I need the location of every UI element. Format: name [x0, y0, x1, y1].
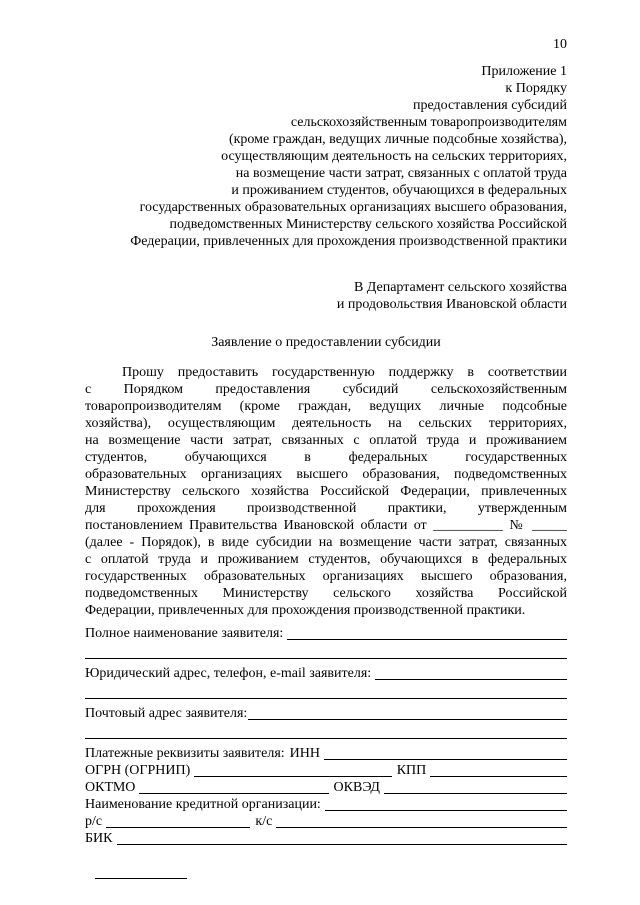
bik-label: БИК [85, 831, 113, 846]
appendix-line: Федерации, привлеченных для прохождения производственной практики [130, 234, 567, 249]
kpp-label: КПП [396, 763, 427, 778]
paragraph-line: с Порядком предоставления субсидий сельскохозяйственным [85, 382, 567, 397]
appendix-header [85, 63, 567, 250]
paragraph-line: (далее - Порядок), в виде субсидии на возмещение части затрат, связанных [85, 535, 567, 550]
appendix-line: на возмещение части затрат, связанных с оплатой труда [235, 166, 567, 181]
legal-address-row [85, 665, 567, 682]
paragraph-line: Министерству сельского хозяйства Российской Федерации, привлеченных [85, 484, 567, 499]
settlement-account-blank [106, 813, 250, 828]
appendix-line: сельскохозяйственным товаропроизводителям [290, 115, 567, 130]
full-name-blank [287, 625, 567, 640]
appendix-line: Приложение 1 [481, 64, 567, 79]
addressee-line: В Департамент сельского хозяйства [353, 280, 567, 295]
legal-address-continuation-row [85, 684, 567, 701]
full-name-continuation-row [85, 644, 567, 661]
addressee-block [85, 279, 567, 313]
appendix-line: осуществляющим деятельность на сельских территориях, [221, 149, 567, 164]
appendix-line: предоставления субсидий [412, 98, 567, 113]
inn-blank [324, 745, 567, 760]
legal-address-blank-continuation [85, 684, 567, 699]
credit-org-label: Наименование кредитной организации: [85, 797, 321, 812]
paragraph-line: с оплатой труда и проживанием студентов, обучающихся в федеральных [85, 552, 567, 567]
payment-details-row [85, 745, 567, 762]
okved-label: ОКВЭД [333, 780, 380, 795]
paragraph-line: для прохождения производственной практики, утвержденным [85, 501, 567, 516]
credit-org-blank [325, 796, 567, 811]
full-name-label: Полное наименование заявителя: [85, 626, 284, 641]
credit-org-row [85, 796, 567, 813]
footnote-separator [95, 878, 187, 879]
oktmo-label: ОКТМО [85, 780, 136, 795]
full-name-blank-continuation [85, 644, 567, 659]
paragraph-line: Прошу предоставить государственную поддержку в соответствии [122, 365, 567, 380]
appendix-line: подведомственных Министерству сельского хозяйства Российской [169, 217, 567, 232]
ogrn-kpp-row [85, 762, 567, 779]
inn-label: ИНН [289, 746, 321, 761]
ogrn-label: ОГРН (ОГРНИП) [85, 763, 191, 778]
correspondent-account-label: к/с [255, 814, 273, 829]
settlement-account-label: р/с [85, 814, 103, 829]
paragraph-line: хозяйства), осуществляющим деятельность на сельских территориях, [85, 416, 567, 431]
appendix-line: (кроме граждан, ведущих личные подсобные хозяйства), [228, 132, 567, 147]
correspondent-account-blank [276, 813, 567, 828]
paragraph-line: на возмещение части затрат, связанных с оплатой труда и проживанием [85, 433, 567, 448]
postal-address-row [85, 705, 567, 722]
accounts-row [85, 813, 567, 830]
oktmo-okved-row [85, 779, 567, 796]
okved-blank [384, 779, 567, 794]
kpp-blank [430, 762, 567, 777]
paragraph-line: Федерации, привлеченных для прохождения производственной практики. [85, 603, 526, 618]
paragraph-line: образовательных организациях высшего образования, подведомственных [85, 467, 567, 482]
appendix-line: и проживанием студентов, обучающихся в федеральных [231, 183, 567, 198]
ogrn-blank [194, 762, 391, 777]
paragraph-line: государственных образовательных организациях высшего образования, [85, 569, 567, 584]
oktmo-blank [139, 779, 328, 794]
legal-address-label: Юридический адрес, телефон, e-mail заявителя: [85, 666, 372, 681]
appendix-line: государственных образовательных организациях высшего образования, [139, 200, 567, 215]
legal-address-blank [375, 665, 567, 680]
paragraph-line: студентов, обучающихся в федеральных государственных [85, 450, 567, 465]
full-name-row [85, 625, 567, 642]
postal-address-continuation-row [85, 724, 567, 741]
document-title: Заявление о предоставлении субсидии [211, 335, 441, 350]
payment-details-label: Платежные реквизиты заявителя: [85, 746, 285, 761]
application-form-fields [85, 625, 567, 847]
paragraph-line: постановлением Правительства Ивановской области от __________ № _____ [85, 518, 567, 533]
appendix-line: к Порядку [505, 81, 567, 96]
paragraph-line: подведомственных Министерству сельского хозяйства Российской [85, 586, 567, 601]
page-number: 10 [553, 37, 567, 52]
application-text [85, 364, 567, 619]
postal-address-blank [248, 705, 567, 720]
bik-row [85, 830, 567, 847]
paragraph-line: товаропроизводителям (кроме граждан, ведущих личные подсобные [85, 399, 567, 414]
postal-address-blank-continuation [85, 724, 567, 739]
postal-address-label: Почтовый адрес заявителя: [85, 706, 248, 721]
addressee-line: и продовольствия Ивановской области [336, 297, 567, 312]
bik-blank [117, 830, 568, 845]
